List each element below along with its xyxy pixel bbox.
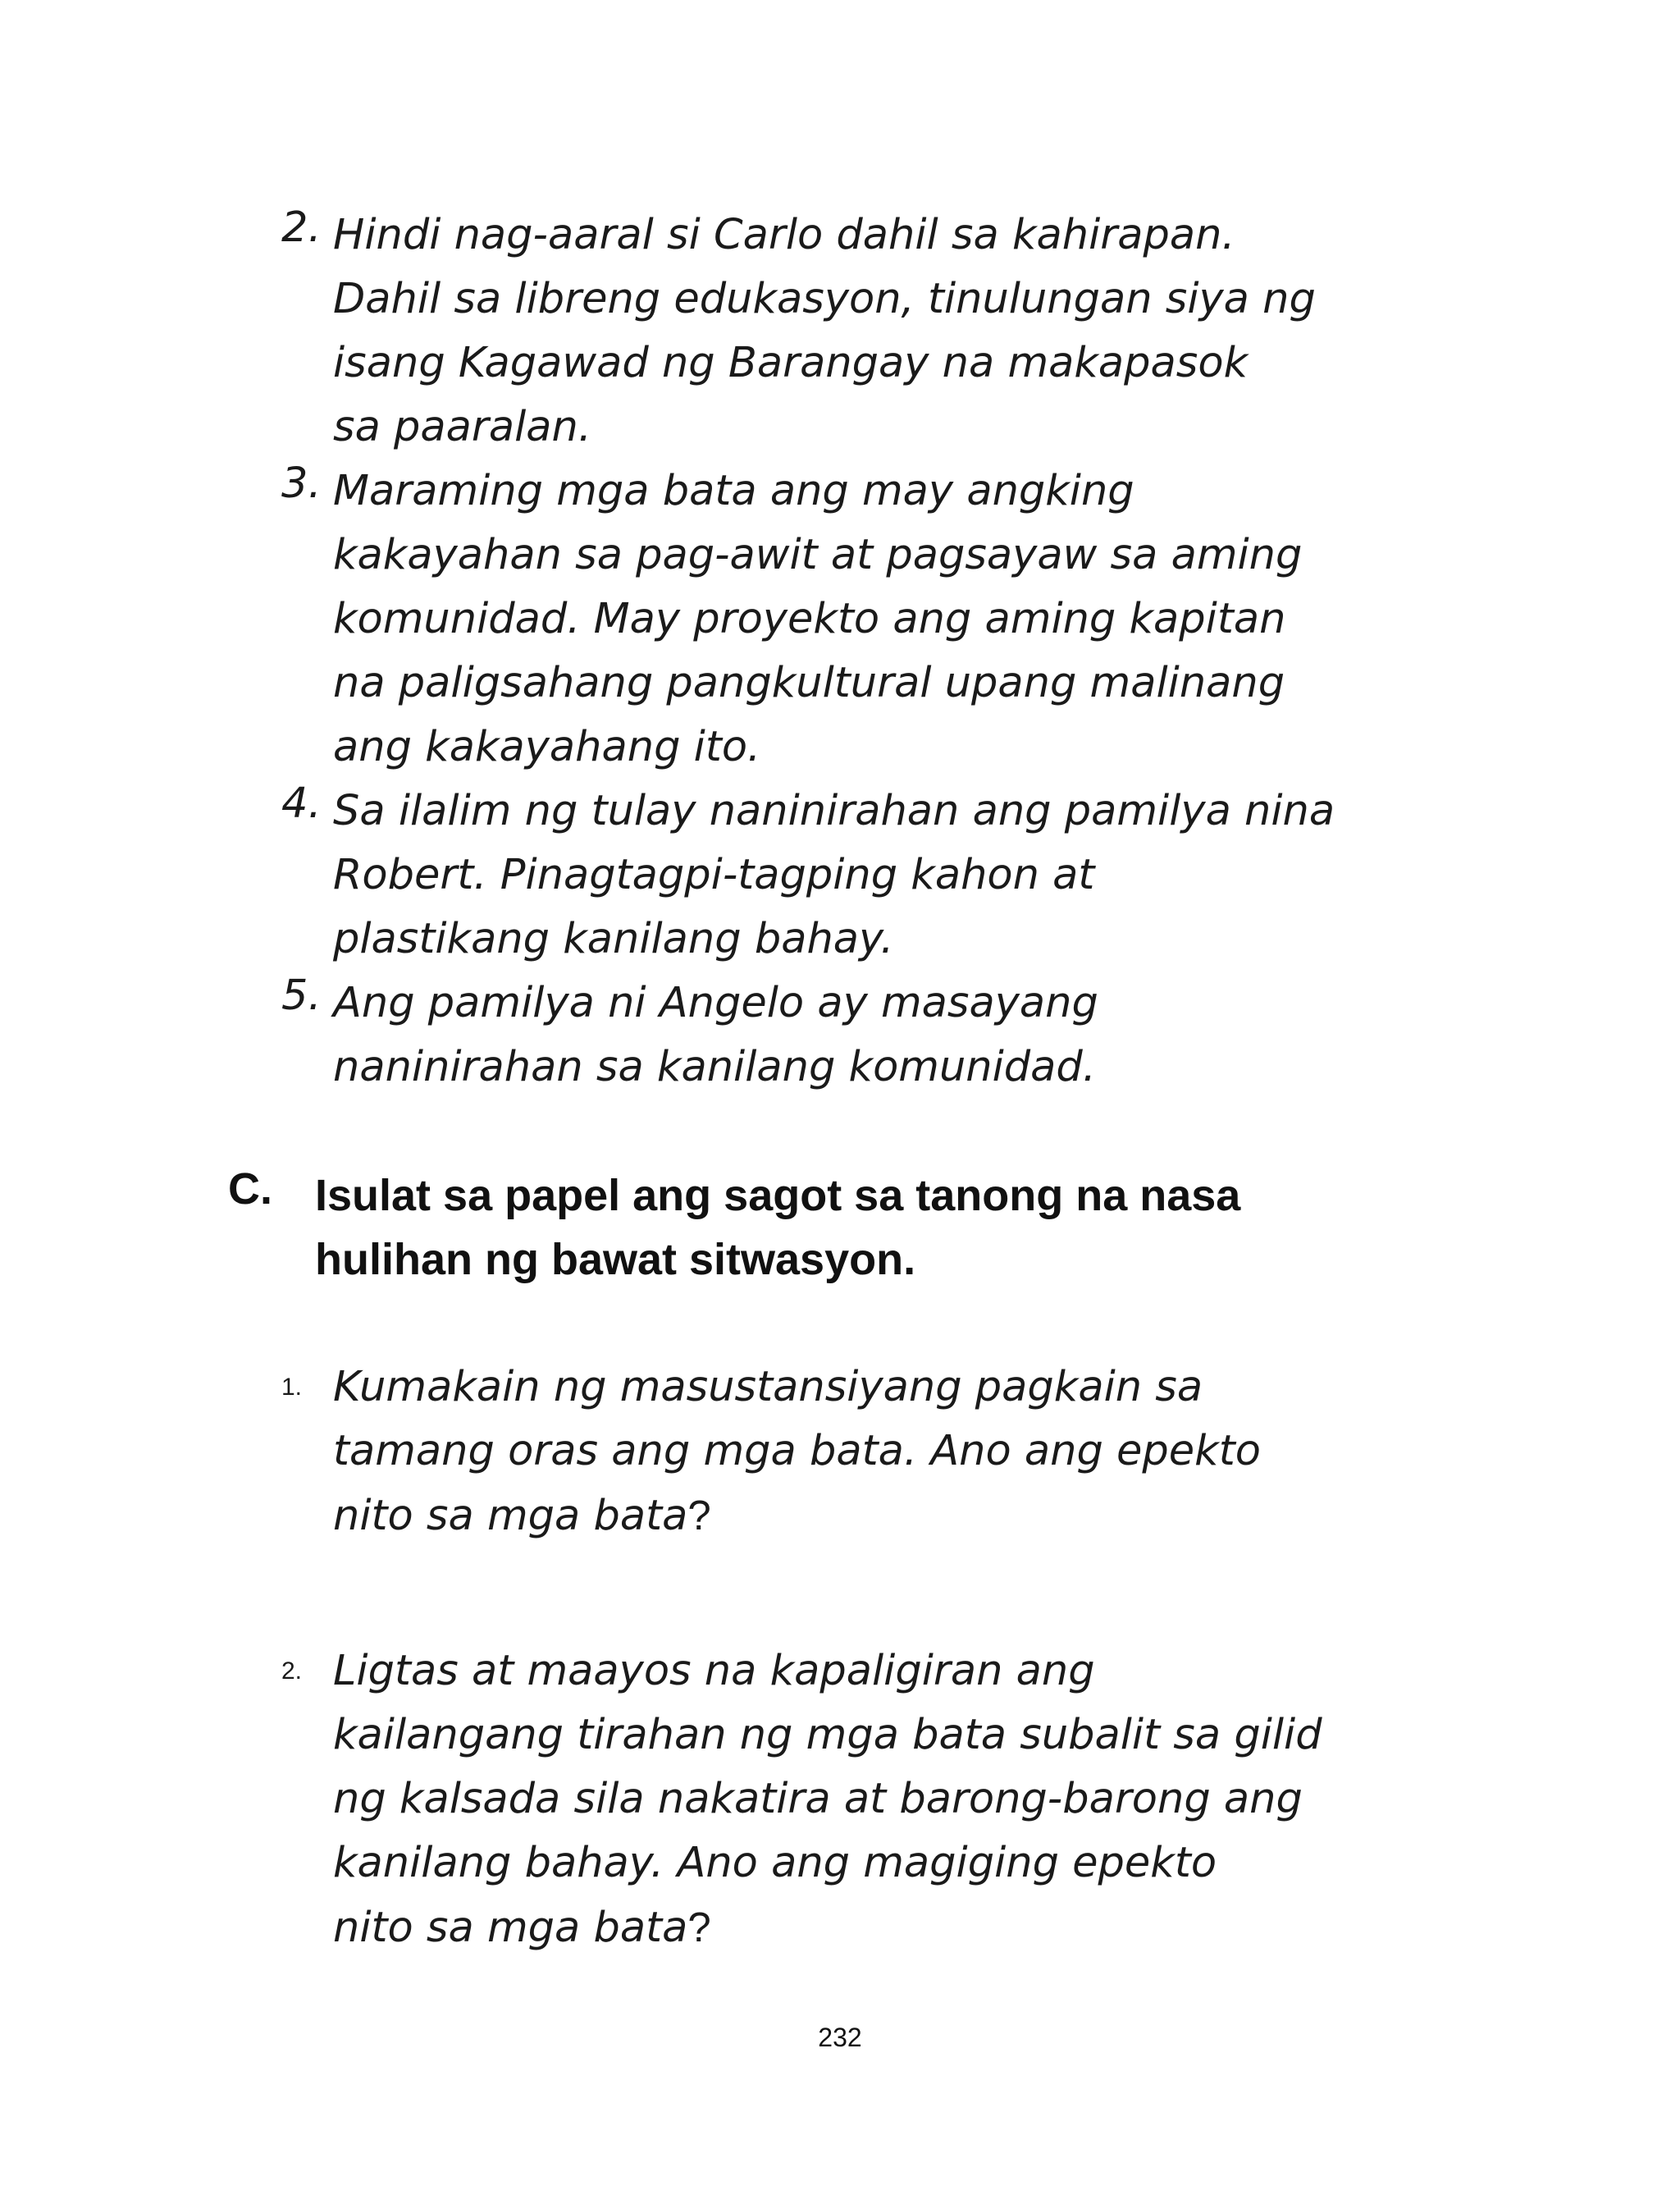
item-line: Maraming mga bata ang may angking — [333, 467, 1134, 515]
question-number: 2. — [281, 1657, 303, 1685]
item-line: kakayahan sa pag-awit at pagsayaw sa aming — [333, 531, 1303, 579]
item-text — [333, 459, 1302, 780]
item-line: Hindi nag-aaral si Carlo dahil sa kahirapan. — [333, 211, 1235, 259]
item-line: Sa ilalim ng tulay naninirahan ang pamilya nina — [333, 787, 1335, 835]
item-number: 4. — [281, 780, 322, 828]
section-letter: C. — [228, 1164, 272, 1214]
item-line: na paligsahang pangkultural upang malinang — [333, 659, 1285, 707]
question-line: kanilang bahay. Ano ang magiging epekto — [333, 1839, 1217, 1887]
item-number: 5. — [281, 972, 322, 1020]
question-mark: ? — [687, 1492, 711, 1538]
item-text — [333, 780, 1335, 972]
question-line: kailangang tirahan ng mga bata subalit sa gilid — [333, 1711, 1322, 1759]
question-line-text: nito sa mga bata — [333, 1492, 688, 1540]
question-line — [333, 1895, 1322, 1959]
item-line: naninirahan sa kanilang komunidad. — [333, 1043, 1096, 1091]
question-line — [333, 1484, 1261, 1548]
heading-line: Isulat sa papel ang sagot sa tanong na nasa — [315, 1171, 1241, 1220]
question-mark: ? — [687, 1904, 711, 1950]
item-line: ang kakayahang ito. — [333, 723, 761, 771]
item-number: 2. — [281, 203, 322, 252]
question-line: Kumakain ng masustansiyang pagkain sa — [333, 1363, 1203, 1411]
item-line: komunidad. May proyekto ang aming kapitan — [333, 595, 1286, 643]
item-line: Dahil sa libreng edukasyon, tinulungan siya ng — [333, 275, 1316, 323]
item-line: Ang pamilya ni Angelo ay masayang — [333, 979, 1098, 1027]
section-instructions — [315, 1164, 1240, 1292]
item-number: 3. — [281, 459, 322, 508]
question-line: ng kalsada sila nakatira at barong-barong ang — [333, 1775, 1303, 1823]
heading-line: hulihan ng bawat sitwasyon. — [315, 1235, 916, 1284]
question-text — [333, 1356, 1261, 1548]
item-line: sa paaralan. — [333, 403, 592, 451]
item-line: plastikang kanilang bahay. — [333, 915, 894, 963]
question-line: tamang oras ang mga bata. Ano ang epekto — [333, 1427, 1261, 1475]
item-text — [333, 972, 1098, 1100]
item-text — [333, 203, 1316, 459]
question-number: 1. — [281, 1374, 303, 1401]
question-line-text: nito sa mga bata — [333, 1904, 688, 1952]
page-number: 232 — [818, 2023, 862, 2052]
question-line: Ligtas at maayos na kapaligiran ang — [333, 1647, 1095, 1695]
question-text — [333, 1639, 1322, 1959]
item-line: isang Kagawad ng Barangay na makapasok — [333, 339, 1249, 387]
item-line: Robert. Pinagtagpi-tagping kahon at — [333, 851, 1095, 899]
